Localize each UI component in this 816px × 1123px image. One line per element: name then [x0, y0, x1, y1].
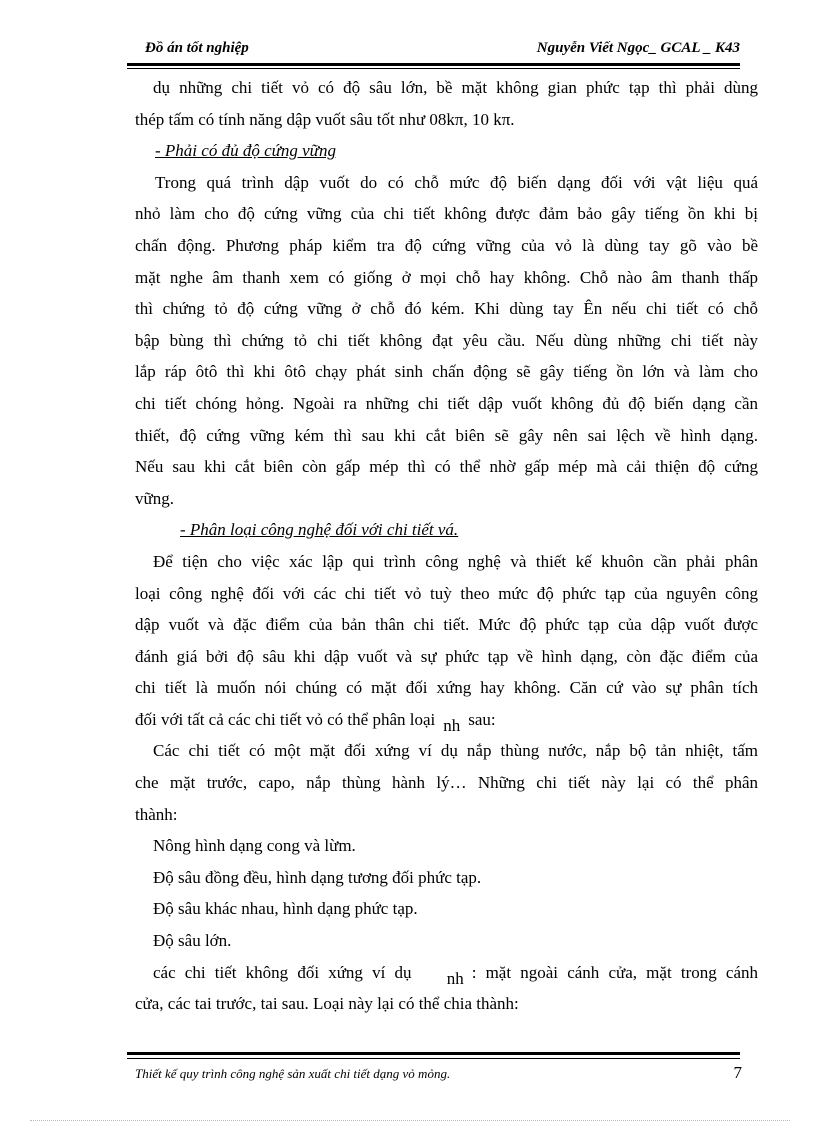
text-fragment: nh — [446, 968, 464, 988]
text-line — [135, 957, 758, 989]
text-line: loại công nghệ đối với các chi tiết vỏ tuỳ theo mức độ phức tạp của nguyên công — [135, 583, 758, 603]
text-line: dụ những chi tiết vỏ có độ sâu lớn, bề mặt không gian phức tạp thì phải dùng — [153, 78, 758, 97]
list-item: Độ sâu lớn. — [153, 931, 232, 951]
list-item: Nông hình dạng cong và lừm. — [153, 836, 356, 856]
text-line: thì chứng tỏ độ cứng vững ở chỗ đó kém. Khi dùng tay Ên nếu chi tiết có chỗ — [135, 299, 758, 319]
text-line: Nếu sau khi cắt biên còn gấp mép thì có thể nhờ gấp mép mà cải thiện độ cứng — [135, 457, 758, 477]
text-line: đánh giá bởi độ sâu khi dập vuốt và sự phức tạp về hình dạng, còn đặc điểm của — [135, 646, 758, 666]
page-number: 7 — [733, 1063, 742, 1082]
page-footer — [135, 1063, 750, 1082]
text-fragment: : mặt ngoài cánh cửa, mặt trong cánh — [471, 962, 759, 982]
section-heading: - Phải có đủ độ cứng vững — [155, 141, 336, 161]
header-rule-thin — [127, 68, 740, 69]
footer-title: Thiết kế quy trình công nghệ sản xuất chi tiết dạng vỏ mỏng. — [135, 1066, 451, 1081]
document-body — [135, 72, 758, 1020]
text-fragment: sau: — [468, 709, 496, 729]
text-fragment: các chi tiết không đối xứng ví dụ — [153, 962, 412, 982]
text-line: dập vuốt và đặc điểm của bản thân chi tiết. Mức độ phức tạp của dập vuốt được — [135, 615, 758, 635]
text-line: bập bùng thì chứng tỏ chi tiết không đạt yêu cầu. Nếu dùng những chi tiết này — [135, 330, 758, 350]
text-line: thiết, độ cứng vững kém thì sau khi cắt biên sẽ gây nên sai lệch về hình dạng. — [135, 425, 758, 445]
page-edge — [30, 1120, 790, 1121]
text-line: thành: — [135, 804, 178, 824]
footer-rule — [127, 1052, 740, 1055]
list-item: Độ sâu khác nhau, hình dạng phức tạp. — [153, 899, 418, 919]
text-line: chi tiết là muốn nói chúng có mặt đối xứng hay không. Căn cứ vào sự phân tích — [135, 678, 758, 698]
page-header — [135, 40, 740, 60]
text-line: Các chi tiết có một mặt đối xứng ví dụ nắp thùng nước, nắp bộ tản nhiệt, tấm — [153, 741, 758, 761]
text-line: thép tấm có tính năng dập vuốt sâu tốt như 08kπ, 10 kπ. — [135, 109, 515, 129]
list-item: Độ sâu đồng đều, hình dạng tương đối phức tạp. — [153, 867, 482, 887]
text-line: vững. — [135, 488, 174, 508]
text-line: Để tiện cho việc xác lập qui trình công nghệ và thiết kế khuôn cần phải phân — [153, 551, 758, 571]
text-line: Trong quá trình dập vuốt do có chỗ mức độ biến dạng đối với vật liệu quá — [155, 172, 758, 192]
text-line: cửa, các tai trước, tai sau. Loại này lại có thể chia thành: — [135, 994, 519, 1014]
footer-rule-thin — [127, 1058, 740, 1059]
text-line: chi tiết chóng hỏng. Ngoài ra những chi tiết dập vuốt không đủ độ biến dạng cần — [135, 393, 758, 413]
text-line: lắp ráp ôtô thì khi ôtô chạy phát sinh chấn động sẽ gây tiếng ồn lớn và làm cho — [135, 362, 758, 382]
header-left: Đồ án tốt nghiệp — [145, 40, 249, 56]
text-fragment: nh — [443, 715, 461, 735]
header-right: Nguyễn Viết Ngọc_ GCAL _ K43 — [536, 40, 740, 56]
text-line: nhỏ làm cho độ cứng vững của chi tiết không được đảm bảo gây tiếng ồn khi bị — [135, 204, 758, 224]
section-heading: - Phân loại công nghệ đối với chi tiết vá. — [180, 520, 459, 540]
header-rule — [127, 63, 740, 66]
text-line: che mặt trước, capo, nắp thùng hành lý… Những chi tiết này lại có thể phân — [135, 773, 758, 793]
text-line: mặt nghe âm thanh xem có giống ở mọi chỗ hay không. Chỗ nào âm thanh thấp — [135, 267, 758, 287]
text-fragment: đối với tất cả các chi tiết vỏ có thể phân loại — [135, 709, 436, 729]
text-line — [135, 704, 758, 736]
text-line: chấn động. Phương pháp kiểm tra độ cứng vững của vỏ là dùng tay gõ vào bề — [135, 235, 758, 255]
